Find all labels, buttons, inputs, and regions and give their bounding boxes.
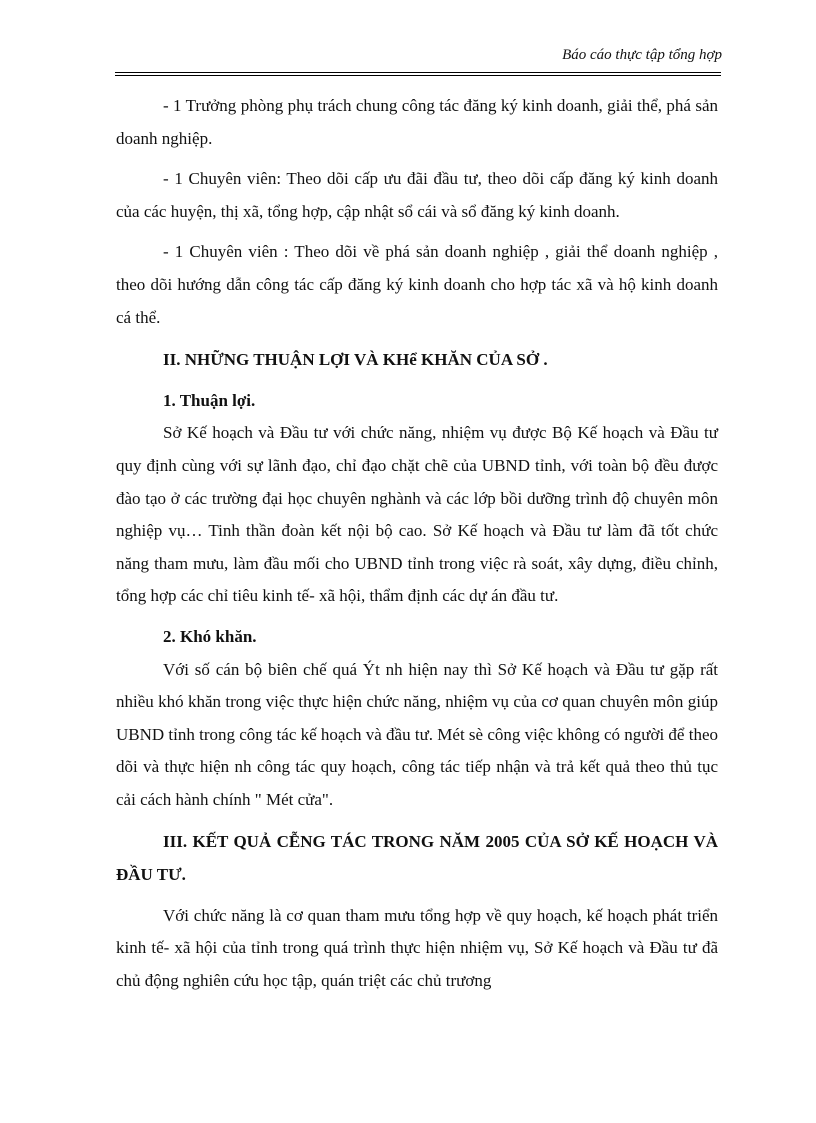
document-body <box>116 90 718 997</box>
paragraph-advantages: Sở Kế hoạch và Đầu tư với chức năng, nhiệm vụ được Bộ Kế hoạch và Đầu tư quy định cùng với sự lãnh đạo, chỉ đạo chặt chẽ của UBND tỉnh, với toàn bộ đều được đào tạo ở các trường đại học chuyên nghành và các lớp bồi dưỡng trình độ chuyên môn nghiệp vụ… Tinh thần đoàn kết nội bộ cao. Sở Kế hoạch và Đầu tư làm đã tốt chức năng tham mưu, làm đầu mối cho UBND tỉnh trong việc rà soát, xây dựng, điều chỉnh, tổng hợp các chỉ tiêu kinh tế- xã hội, thẩm định các dự án đầu tư. <box>116 423 718 606</box>
paragraph-staff-specialist-1: - 1 Chuyên viên: Theo dõi cấp ưu đãi đầu tư, theo dõi cấp đăng ký kinh doanh của các huyện, thị xã, tổng hợp, cập nhật sổ cái và sổ đăng ký kinh doanh. <box>116 169 718 221</box>
running-header-title: Báo cáo thực tập tổng hợp <box>562 47 722 63</box>
header-rule <box>115 72 721 76</box>
section-heading-advantages-difficulties: II. NHỮNG THUẬN LỢI VÀ KHể KHĂN CỦA SỞ . <box>163 350 548 370</box>
section-heading-results-2005: III. KẾT QUẢ CỄNG TÁC TRONG NĂM 2005 CỦA SỞ KẾ HOẠCH VÀ ĐẦU TƯ. <box>116 832 718 885</box>
paragraph-staff-head: - 1 Trưởng phòng phụ trách chung công tác đăng ký kinh doanh, giải thể, phá sản doanh nghiệp. <box>116 96 718 148</box>
paragraph-staff-specialist-2: - 1 Chuyên viên : Theo dõi về phá sản doanh nghiệp , giải thể doanh nghiệp , theo dõi hướng dẫn công tác cấp đăng ký kinh doanh cho hợp tác xã và hộ kinh doanh cá thể. <box>116 242 718 327</box>
subheading-difficulties: 2. Khó khăn. <box>163 626 257 646</box>
paragraph-results: Với chức năng là cơ quan tham mưu tổng hợp về quy hoạch, kế hoạch phát triển kinh tế- xã hội của tỉnh trong quá trình thực hiện nhiệm vụ, Sở Kế hoạch và Đầu tư đã chủ động nghiên cứu học tập, quán triệt các chủ trương <box>116 905 718 990</box>
subheading-advantages: 1. Thuận lợi. <box>163 390 256 410</box>
paragraph-difficulties: Với số cán bộ biên chế quá Ýt nh hiện nay thì Sở Kế hoạch và Đầu tư gặp rất nhiều khó khăn trong việc thực hiện chức năng, nhiệm vụ của cơ quan chuyên môn giúp UBND tỉnh trong công tác kế hoạch và đầu tư. Mét sè công việc không có người để theo dõi và thực hiện nh công tác quy hoạch, công tác tiếp nhận và trả kết quả theo thủ tục cải cách hành chính " Mét cửa". <box>116 659 718 809</box>
